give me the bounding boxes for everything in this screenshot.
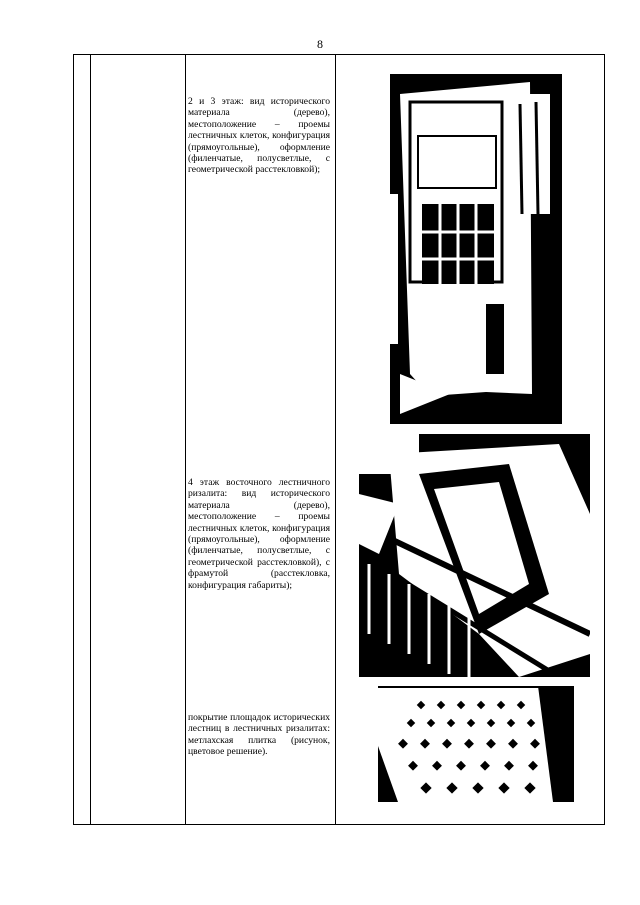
column-divider xyxy=(185,55,186,824)
row-description: 4 этаж восточного лестничного ризалита: вид исторического материала (дерево), местоположение – проемы лестничных клеток, конфигурация (прямоугольные), оформление (филенчатые, полусветлые, с геометрической расстекловкой), с фрамутой (расстекловка, конфигурация габариты); xyxy=(188,477,330,591)
column-divider xyxy=(90,55,91,824)
staircase-door-photo xyxy=(359,434,590,677)
page-number: 8 xyxy=(317,37,323,51)
tile-floor-photo xyxy=(378,686,574,802)
door-photo xyxy=(390,74,562,424)
row-description: 2 и 3 этаж: вид исторического материала (дерево), местоположение – проемы лестничных клеток, конфигурация (прямоугольные), оформление (филенчатые, полусветлые, с геометрической расстекловкой); xyxy=(188,96,330,176)
row-description: покрытие площадок исторических лестниц в лестничных ризалитах: метлахская плитка (рисунок, цветовое решение). xyxy=(188,712,330,758)
staircase-door-photo-image xyxy=(359,434,590,677)
door-photo-image xyxy=(390,74,562,424)
tile-floor-photo-image xyxy=(378,686,574,802)
column-divider xyxy=(335,55,336,824)
